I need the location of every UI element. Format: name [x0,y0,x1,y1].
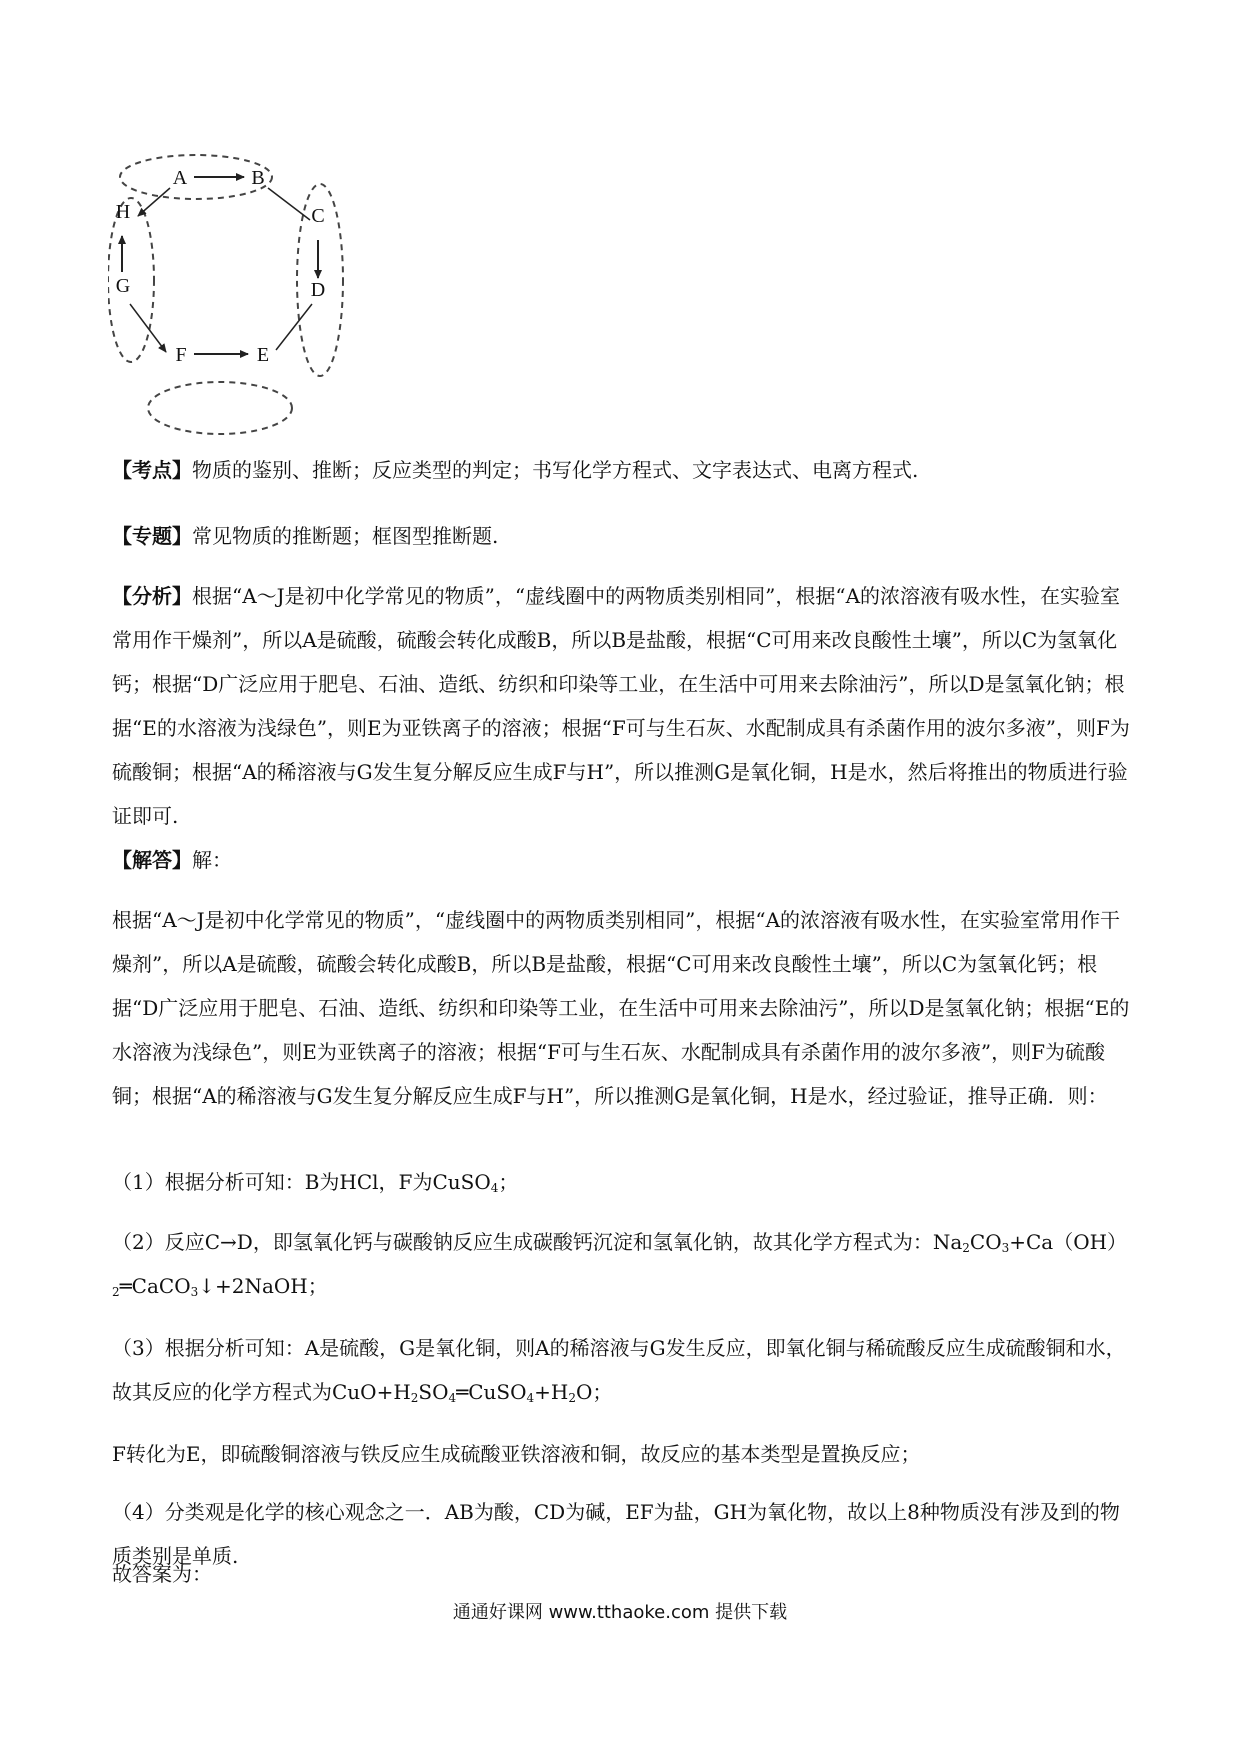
q3b-text: F转化为E，即硫酸铜溶液与铁反应生成硫酸亚铁溶液和铜，故反应的基本类型是置换反应； [112,1442,921,1466]
node-b: B [251,167,265,189]
kaodian-paragraph [112,448,1132,492]
q3-mid-2: ═CuSO [456,1380,527,1404]
kaodian-text: 物质的鉴别、推断；反应类型的判定；书写化学方程式、文字表达式、电离方程式. [192,458,919,482]
q4-text: （4）分类观是化学的核心观念之一．AB为酸，CD为碱，EF为盐，GH为氧化物，故以上8种物质没有涉及到的物质类别是单质. [112,1500,1120,1568]
relationship-diagram [108,140,384,436]
q2-mid-1: CO [969,1230,1002,1254]
answer-paragraph [112,1552,1132,1596]
zhuanti-text: 常见物质的推断题；框图型推断题. [192,524,499,548]
kaodian-label: 【考点】 [112,458,192,482]
q2-sub-1: 2 [962,1241,970,1255]
q3-mid-3: +H [534,1380,569,1404]
jieda-text: 解： [192,848,232,872]
q2-sub-3: 2 [112,1285,120,1299]
node-f: F [175,344,187,366]
q2-mid-3: ═CaCO [119,1274,191,1298]
fenxi-text: 根据“A～J是初中化学常见的物质”，“虚线圈中的两物质类别相同”，根据“A的浓溶液有吸水性，在实验室常用作干燥剂”，所以A是硫酸，硫酸会转化成酸B，所以B是盐酸，根据“C可用来改良酸性土壤”，所以C为氢氧化钙；根据“D广泛应用于肥皂、石油、造纸、纺织和印染等工业，在生活中可用来去除油污”，所以D是氢氧化钠；根据“E的水溶液为浅绿色”，则E为亚铁离子的溶液；根据“F可与生石灰、水配制成具有杀菌作用的波尔多液”，则F为硫酸铜；根据“A的稀溶液与G发生复分解反应生成F与H”，所以推测G是氧化铜，H是水，然后将推出的物质进行验证即可. [112,584,1130,828]
zhuanti-label: 【专题】 [112,524,192,548]
node-e: E [256,344,270,366]
jieda-body [112,898,1132,1118]
q3-sub-3: 4 [526,1391,535,1405]
q1-sub: 4 [490,1181,499,1195]
q3b-paragraph [112,1432,1132,1476]
q3-paragraph [112,1326,1132,1414]
arrow-g-f [130,304,166,352]
node-h: H [115,201,131,223]
jieda-label: 【解答】 [112,848,192,872]
q2-sub-4: 3 [190,1285,199,1299]
fenxi-label: 【分析】 [112,584,192,608]
q2-paragraph [112,1220,1132,1308]
node-a: A [172,167,188,189]
zhuanti-paragraph [112,514,1132,558]
jieda-body-text: 根据“A～J是初中化学常见的物质”，“虚线圈中的两物质类别相同”，根据“A的浓溶液有吸水性，在实验室常用作干燥剂”，所以A是硫酸，硫酸会转化成酸B，所以B是盐酸，根据“C可用来改良酸性土壤”，所以C为氢氧化钙；根据“D广泛应用于肥皂、石油、造纸、纺织和印染等工业，在生活中可用来去除油污”，所以D是氢氧化钠；根据“E的水溶液为浅绿色”，则E为亚铁离子的溶液；根据“F可与生石灰、水配制成具有杀菌作用的波尔多液”，则F为硫酸铜；根据“A的稀溶液与G发生复分解反应生成F与H”，所以推测G是氧化铜，H是水，经过验证，推导正确．则： [112,908,1130,1108]
q3-sub-1: 2 [410,1391,419,1405]
q2-sub-2: 3 [1001,1241,1010,1255]
q1-paragraph [112,1160,1132,1204]
q2-post: ↓+2NaOH； [198,1274,328,1298]
group-ellipse-fe [148,382,292,434]
q1-post: ； [498,1170,519,1194]
answer-text: 故答案为： [112,1562,212,1586]
footer: 通通好课网 www.tthaoke.com 提供下载 [452,1602,788,1623]
q2-text: （2）反应C→D，即氢氧化钙与碳酸钠反应生成碳酸钙沉淀和氢氧化钠，故其化学方程式为：Na [112,1230,963,1254]
q3-sub-2: 4 [448,1391,457,1405]
node-g: G [115,275,131,297]
q3-mid-1: SO [418,1380,449,1404]
q3-text: （3）根据分析可知：A是硫酸，G是氧化铜，则A的稀溶液与G发生反应，即氧化铜与稀硫酸反应生成硫酸铜和水，故其反应的化学方程式为CuO+H [112,1336,1126,1404]
line-b-c [268,188,310,220]
q3-sub-4: 2 [568,1391,576,1405]
q2-mid-2: +Ca（OH） [1009,1230,1128,1254]
line-d-e [276,304,312,350]
node-c: C [311,205,325,227]
q3-post: O； [575,1380,613,1404]
q1-text: （1）根据分析可知：B为HCl，F为CuSO [112,1170,491,1194]
jieda-heading [112,838,1132,882]
fenxi-paragraph [112,574,1132,838]
node-d: D [310,279,326,301]
